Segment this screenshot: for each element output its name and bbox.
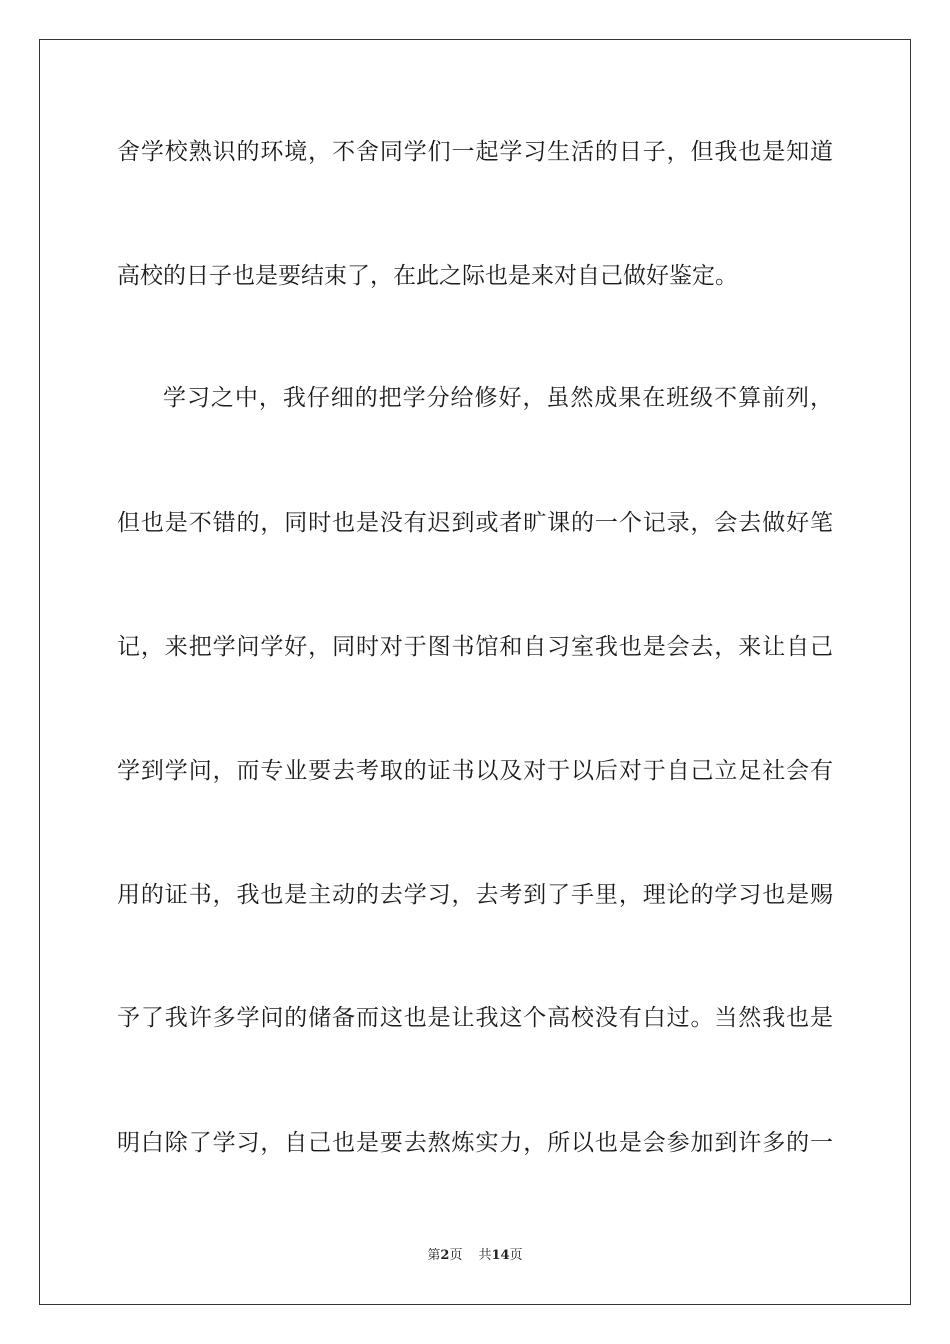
body-line-7: 用的证书，我也是主动的去学习，去考到了手里，理论的学习也是赐: [117, 882, 833, 908]
page-footer: [0, 1246, 950, 1266]
page-suffix: 页: [449, 1248, 463, 1263]
body-line-3: 学习之中，我仔细的把学分给修好，虽然成果在班级不算前列，: [163, 385, 833, 411]
body-line-2: 高校的日子也是要结束了，在此之际也是来对自己做好鉴定。: [117, 263, 738, 289]
page-border: [39, 39, 911, 1305]
page-current-number: 2: [440, 1248, 450, 1263]
body-line-6: 学到学问，而专业要去考取的证书以及对于以后对于自己立足社会有: [117, 758, 833, 784]
page-total-number: 14: [491, 1248, 510, 1263]
body-line-4: 但也是不错的，同时也是没有迟到或者旷课的一个记录，会去做好笔: [117, 510, 833, 536]
body-line-8: 予了我许多学问的储备而这也是让我这个高校没有白过。当然我也是: [117, 1005, 833, 1031]
total-suffix: 页: [509, 1248, 523, 1263]
total-prefix: 共: [478, 1248, 492, 1263]
body-line-9: 明白除了学习，自己也是要去熬炼实力，所以也是会参加到许多的一: [117, 1130, 833, 1156]
body-line-5: 记，来把学问学好，同时对于图书馆和自习室我也是会去，来让自己: [117, 634, 833, 660]
body-line-1: 舍学校熟识的环境，不舍同学们一起学习生活的日子，但我也是知道: [117, 139, 833, 165]
page-prefix: 第: [427, 1248, 441, 1263]
